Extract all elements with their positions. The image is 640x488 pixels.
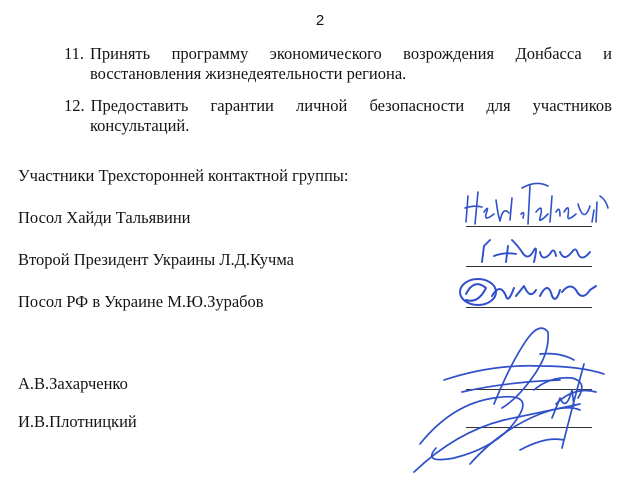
item-word: и bbox=[603, 44, 612, 63]
item-word-text: Предоставить bbox=[90, 96, 189, 115]
signature-zakharchenko bbox=[444, 328, 604, 408]
item-word: Донбасса bbox=[515, 44, 582, 63]
participant-kuchma: Второй Президент Украины Л.Д.Кучма bbox=[18, 250, 294, 269]
participant-zurabov: Посол РФ в Украине М.Ю.Зурабов bbox=[18, 292, 264, 311]
signature-line-zakharchenko bbox=[466, 389, 592, 390]
item-word-text: Принять bbox=[90, 44, 151, 63]
item-line-continuation: восстановления жизнедеятельности региона. bbox=[90, 64, 407, 83]
page-number: 2 bbox=[315, 12, 325, 29]
participant-plotnitsky: И.В.Плотницкий bbox=[18, 412, 137, 431]
agreement-item-11 bbox=[64, 44, 612, 84]
participant-zakharchenko: А.В.Захарченко bbox=[18, 374, 128, 393]
item-line-continuation: консультаций. bbox=[90, 116, 190, 135]
signature-line-plotnitsky bbox=[466, 427, 592, 428]
item-word: гарантии bbox=[210, 96, 274, 115]
signature-kuchma bbox=[482, 240, 590, 262]
item-word: безопасности bbox=[369, 96, 465, 115]
participant-tagliavini: Посол Хайди Тальявини bbox=[18, 208, 191, 227]
participants-heading: Участники Трехсторонней контактной группы: bbox=[18, 166, 349, 185]
item-number: 12. bbox=[64, 96, 85, 115]
item-line-first bbox=[64, 96, 612, 116]
item-word: возрождения bbox=[403, 44, 495, 63]
item-word bbox=[64, 96, 188, 116]
item-line-first bbox=[64, 44, 612, 64]
agreement-item-12 bbox=[64, 96, 612, 136]
signature-line-zurabov bbox=[466, 307, 592, 308]
signature-line-kuchma bbox=[466, 266, 592, 267]
item-word: для bbox=[486, 96, 511, 115]
item-word bbox=[64, 44, 150, 64]
signature-tagliavini bbox=[465, 183, 608, 224]
signature-plotnitsky bbox=[414, 364, 584, 472]
signature-zurabov bbox=[460, 279, 596, 305]
item-number: 11. bbox=[64, 44, 85, 63]
item-word: экономического bbox=[269, 44, 382, 63]
item-word: личной bbox=[296, 96, 348, 115]
item-word: программу bbox=[171, 44, 249, 63]
signature-line-tagliavini bbox=[466, 226, 592, 227]
item-word: участников bbox=[532, 96, 612, 115]
